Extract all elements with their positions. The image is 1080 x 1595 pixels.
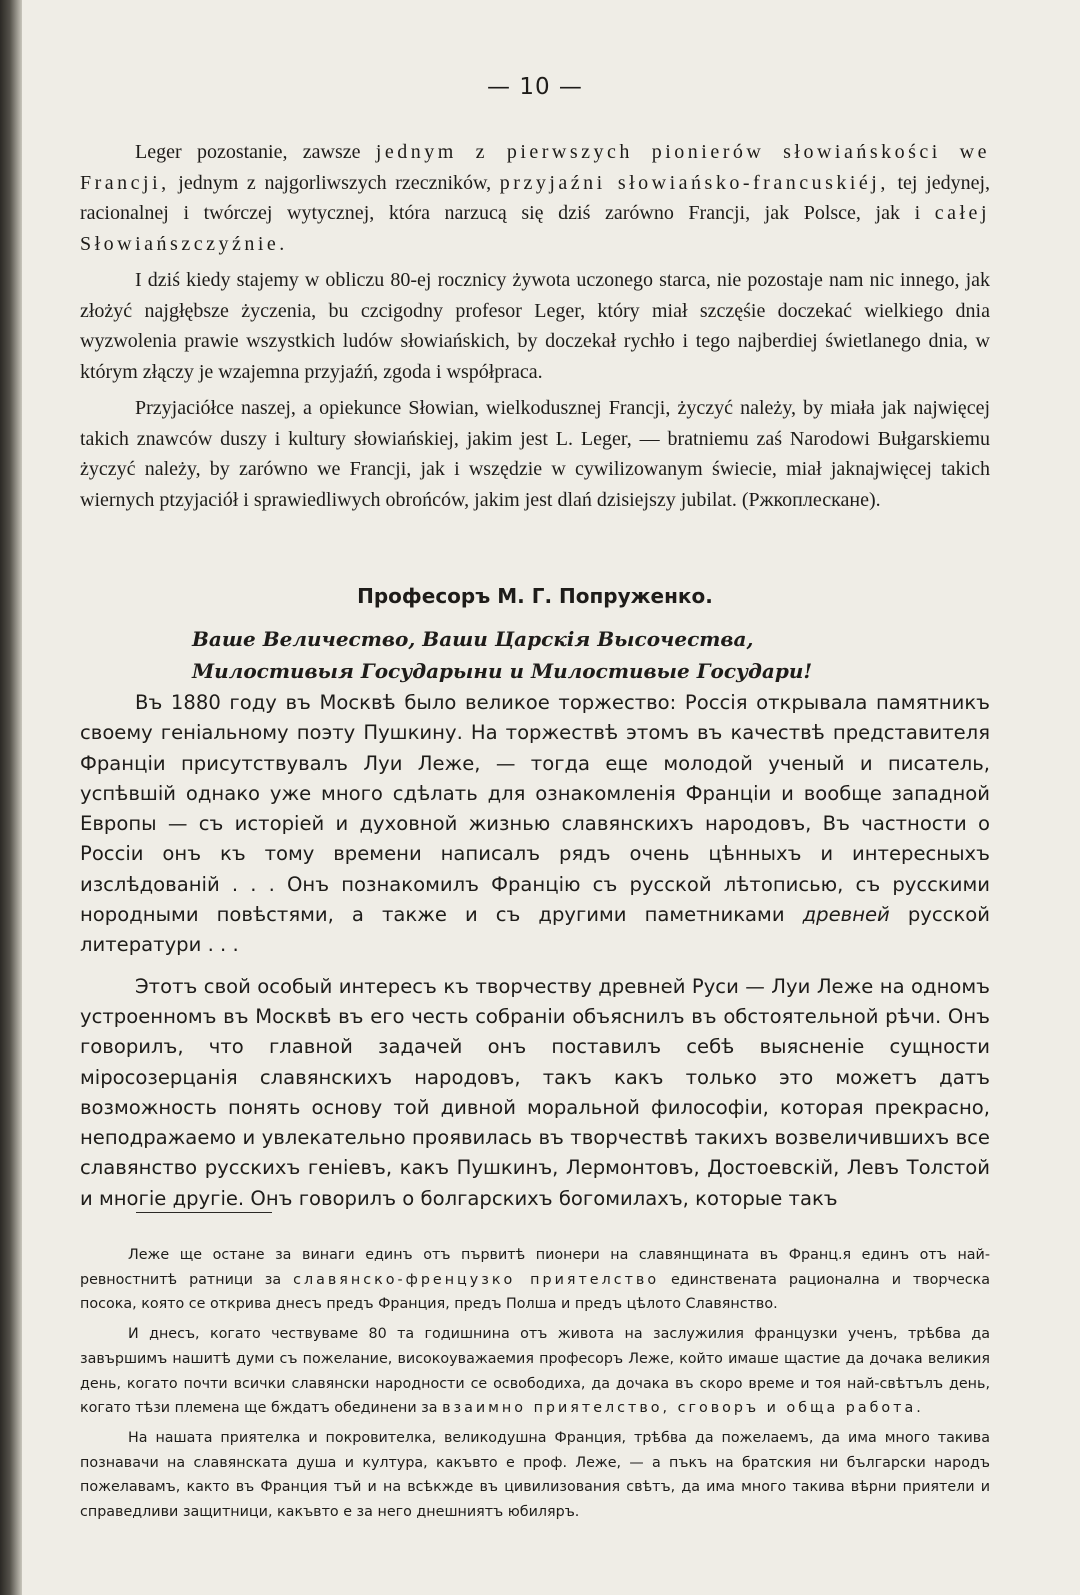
text-run: jednym z najgorliwszych rzeczników, bbox=[169, 171, 500, 194]
italic-word: древней bbox=[802, 903, 890, 927]
polish-section bbox=[80, 137, 990, 521]
salutation bbox=[192, 623, 972, 687]
page-number: — 10 — bbox=[487, 74, 583, 100]
salutation-line-1: Ваше Величество, Ваши Царскія Высочества, bbox=[192, 627, 754, 651]
speech-paragraph-2: Этотъ свой особый интересъ къ творчеству древней Руси — Луи Леже на одномъ устроенномъ въ Москвѣ въ его честь собраніи объяснилъ въ обстоятельной рѣчи. Онъ говорилъ, что главной задачей онъ поставилъ себѣ выясненіе сущности міросозерцанія славянскихъ народовъ, такъ какъ только это можетъ датъ возможность понять основу той дивной моральной философіи, которая прекрасно, неподражаемо и увлекательно проявилась въ творчествѣ такихъ возвеличившихъ все славянство русскихъ геніевъ, какъ Пушкинъ, Лермонтовъ, Достоевскій, Левъ Толстой и многіе другіе. Онъ говорилъ о болгарскихъ богомилахъ, которые такъ bbox=[80, 974, 990, 1210]
text-run: единствената рационална и творческа посока, която се открива днесъ предъ Франция, предъ Полша и предъ цѣлото Славянство. bbox=[80, 1271, 990, 1313]
spaced-emphasis: całej Słowiańszczyźnie. bbox=[80, 202, 990, 255]
speech-body bbox=[80, 688, 990, 1225]
footnotes bbox=[80, 1243, 990, 1530]
footnote-paragraph-1 bbox=[80, 1243, 990, 1317]
polish-paragraph-1 bbox=[80, 137, 990, 259]
text-run: tej jedynej, racionalnej i twórczej wytycznej, która narzucą się dziś zarówno Francji, jak Polsce, jak i bbox=[80, 171, 990, 224]
footnote-paragraph-2 bbox=[80, 1322, 990, 1421]
spaced-emphasis: jednym z pierwszych pionierów słowiańskości we Francji, bbox=[80, 141, 990, 194]
spaced-emphasis: przyjaźni słowiańsko-francuskiéj, bbox=[499, 171, 889, 194]
document-page bbox=[80, 0, 990, 1595]
spaced-emphasis: взаимно приятелство, сговоръ и обща работа. bbox=[442, 1400, 924, 1417]
book-binding-edge bbox=[0, 0, 22, 1595]
polish-paragraph-3: Przyjaciółce naszej, a opiekunce Słowian, wielkodusznej Francji, życzyć należy, by miała jak najwięcej takich znawców duszy i kultury słowiańskiej, jakim jest L. Leger, — bratniemu zaś Narodowi Bułgarskiemu życzyć należy, by zarówno we Francji, jak i wszędzie w cywilizowanym świecie, miał jaknajwięcej takich wiernych ptzyjaciół i sprawiedliwych obrońców, jakim jest dlań dzisiejszy jubilat. (Ржкоплескане). bbox=[80, 397, 990, 511]
text-run: Leger pozostanie, zawsze bbox=[135, 141, 376, 163]
text-run: Леже ще остане за винаги единъ отъ първитѣ пионери на славянщината въ Франц.я единъ отъ най-ревностнитѣ ратници за bbox=[80, 1247, 990, 1288]
text-run: И днесъ, когато чествуваме 80 та годишнина отъ живота на заслужилия французки ученъ, трѣбва да завършимъ нашитѣ думи съ пожелание, високоуважаемия професоръ Леже, който имаше щастие да дочака великия день, когато почти всички славянски народности се освободиха, да дочака въ скоро време и тоя най-свѣтълъ день, когато тѣзи племена ще бждатъ обединени за bbox=[80, 1326, 990, 1417]
spaced-emphasis: славянско-френцузко приятелство bbox=[293, 1271, 660, 1288]
speech-paragraph-1 bbox=[80, 688, 990, 961]
speech-title: Професоръ М. Г. Попруженко. bbox=[357, 584, 713, 608]
salutation-line-2: Милостивыя Государыни и Милостивые Государи! bbox=[192, 659, 813, 683]
text-run: Въ 1880 году въ Москвѣ было великое торжество: Россія открывала памятникъ своему геніальному поэту Пушкину. На торжествѣ этомъ въ качествѣ представителя Франціи присутствувалъ Луи Леже, — тогда еще молодой ученый и писатель, успѣвшій однако уже много сдѣлать для ознакомленія Франціи и вообще западной Европы — съ исторіей и духовной жизнью славянскихъ народовъ, Въ частности о Россіи онъ къ тому времени написалъ рядъ очень цѣнныхъ и интересныхъ изслѣдованій . . . Онъ познакомилъ Францію съ русской лѣтописью, съ русскими нородными повѣстями, а также и съ другими паметниками bbox=[80, 691, 990, 927]
footnote-divider bbox=[136, 1212, 272, 1213]
text-run: русской литератури . . . bbox=[80, 903, 990, 957]
polish-paragraph-2: I dziś kiedy stajemy w obliczu 80-ej rocznicy żywota uczonego starca, nie pozostaje nam nic innego, jak złożyć najgłębsze życzenia, bu czcigodny profesor Leger, który miał szczęśie doczekać wielkiego dnia wyzwolenia prawie wszystkich ludów słowiańskich, by doczekał rychło i tego najberdiej świetlanego dnia, w którym złączy je wzajemna przyjaźń, zgoda i współpraca. bbox=[80, 269, 990, 383]
footnote-paragraph-3: На нашата приятелка и покровителка, великодушна Франция, трѣбва да пожелаемъ, да има много такива познавачи на славянската душа и култура, какъвто е проф. Леже, — а пъкъ на братския ни български народъ пожелавамъ, както въ Франция тъй и на всѣкжде въ цивилизования свѣтъ, да има много такива вѣрни приятели и справедливи защитници, какъвто е за него днешниятъ юбиляръ. bbox=[80, 1429, 990, 1521]
